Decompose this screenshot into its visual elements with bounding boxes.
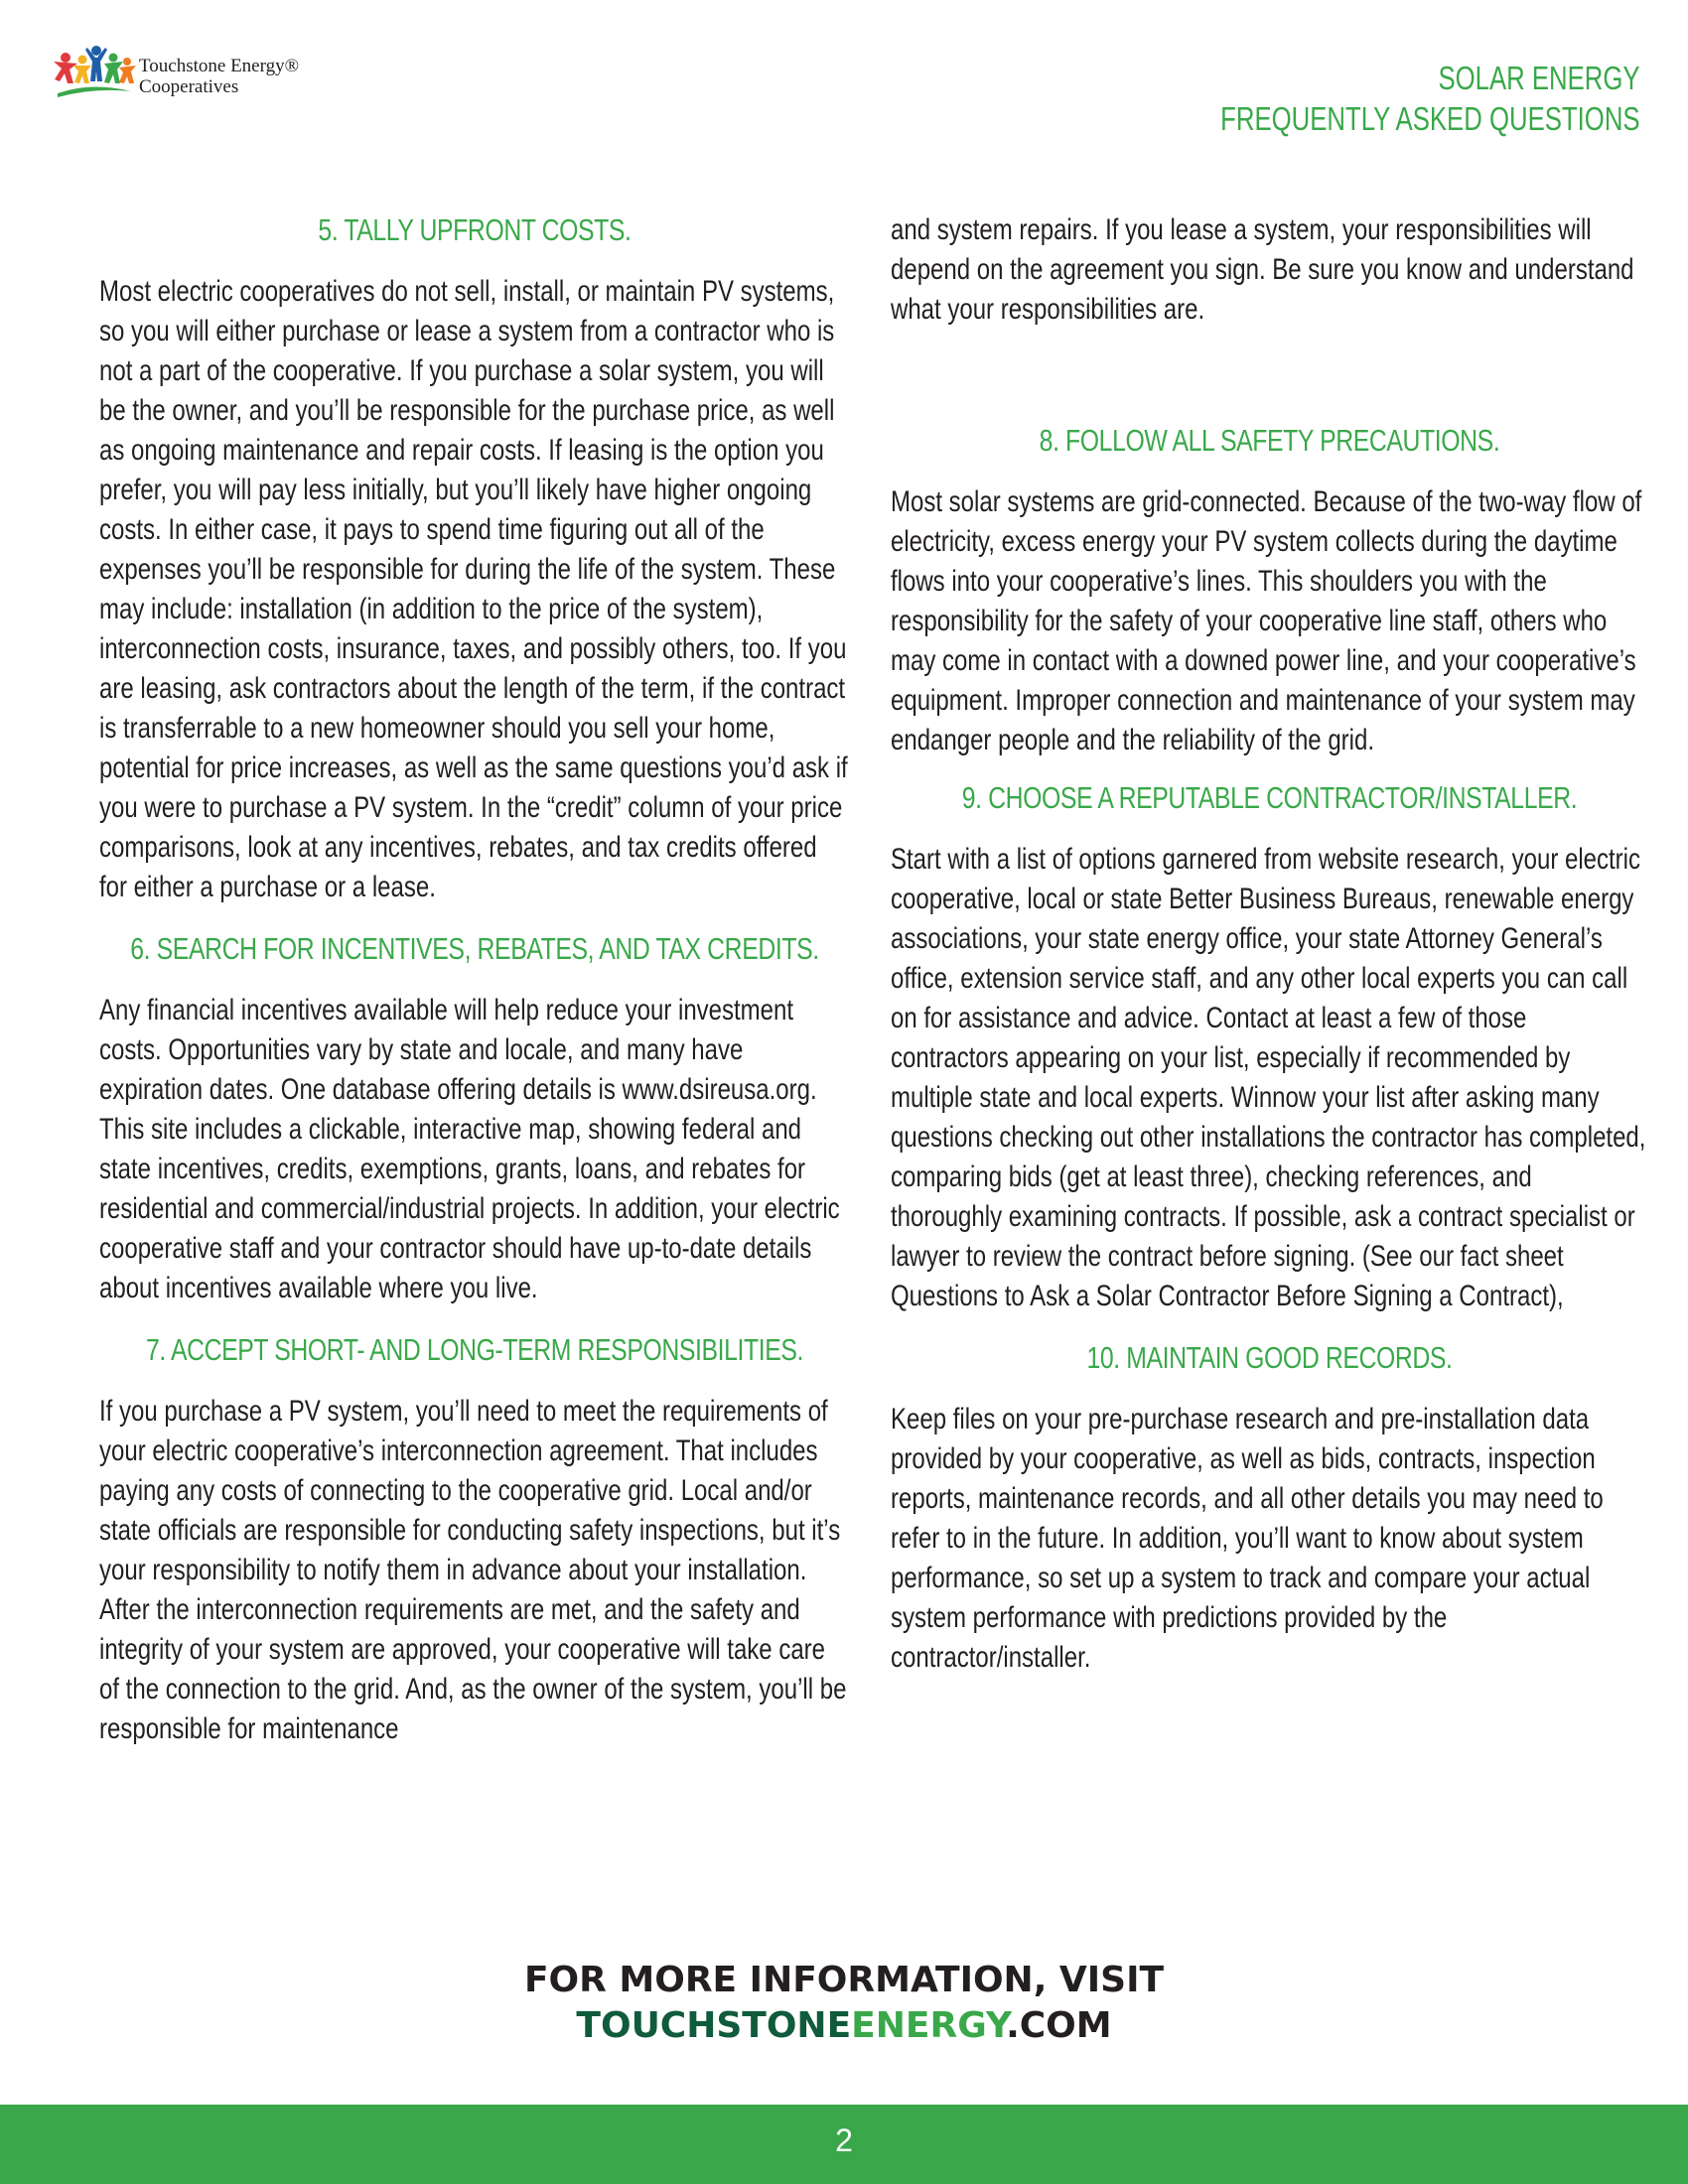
website-part-touchstone: TOUCHSTONE (576, 2005, 852, 2046)
section-7-continuation: and system repairs. If you lease a system, your responsibilities will depend on the agreement you sign. Be sure you know and understand what your responsibilities are. (891, 213, 1634, 326)
section-9-body: Start with a list of options garnered from website research, your electric cooperative, local or state Better Business Bureaus, renewable energy associations, your state energy office, your state Attorney General’s office, extension service staff, and any other local experts you can call on for assistance and advice. Contact at least a few of those contractors appearing on your list, especially if recommended by multiple state and local experts. Winnow your list after asking many questions checking out other installations the contractor has completed, comparing bids (get at least three), checking references, and thoroughly examining contracts. If possible, ask a contract specialist or lawyer to review the contract before signing. (See our fact sheet Questions to Ask a Solar Contractor Before Signing a Contract), (891, 843, 1646, 1312)
touchstone-people-icon (52, 44, 137, 103)
logo-line-1: Touchstone Energy® (139, 56, 300, 76)
logo-wordmark (139, 56, 299, 97)
footer-website-link[interactable] (0, 2003, 1688, 2049)
website-part-energy: ENERGY (851, 2005, 1007, 2046)
title-line-2: FREQUENTLY ASKED QUESTIONS (1220, 100, 1640, 137)
section-9-heading: 9. CHOOSE A REPUTABLE CONTRACTOR/INSTALLER. (961, 780, 1578, 815)
footer-cta-line-1: FOR MORE INFORMATION, VISIT (523, 1960, 1165, 2000)
title-line-1: SOLAR ENERGY (1438, 60, 1640, 96)
section-5-heading: 5. TALLY UPFRONT COSTS. (318, 212, 632, 247)
right-column-content (891, 210, 1648, 1678)
section-10-heading: 10. MAINTAIN GOOD RECORDS. (1086, 1340, 1453, 1375)
document-title (1221, 58, 1640, 139)
footer-cta (0, 1958, 1688, 2049)
section-7-body: If you purchase a PV system, you’ll need to meet the requirements of your electric cooperative’s interconnection agreement. That includes paying any costs of connecting to the cooperative grid. Local and/or state officials are responsible for conducting safety inspections, but it’s your responsibility to notify them in advance about your installation. After the interconnection requirements are met, and the safety and integrity of your system are approved, your cooperative will take care of the connection to the grid. And, as the owner of the system, you’ll be responsible for maintenance (99, 1395, 847, 1745)
logo (52, 44, 350, 113)
website-part-com: .COM (1006, 2005, 1112, 2046)
section-6-heading: 6. SEARCH FOR INCENTIVES, REBATES, AND TAX CREDITS. (130, 931, 819, 966)
section-8-body: Most solar systems are grid-connected. Because of the two-way flow of electricity, excess energy your PV system collects during the daytime flows into your cooperative’s lines. This shoulders you with the responsibility for the safety of your cooperative line staff, others who may come in contact with a downed power line, and your cooperative’s equipment. Improper connection and maintenance of your system may endanger people and the reliability of the grid. (891, 485, 1642, 756)
page-number: 2 (835, 2122, 853, 2158)
section-5-body: Most electric cooperatives do not sell, install, or maintain PV systems, so you will either purchase or lease a system from a contractor who is not a part of the cooperative. If you purchase a solar system, you will be the owner, and you’ll be responsible for the purchase price, as well as ongoing maintenance and repair costs. If leasing is the option you prefer, you will pay less initially, but you’ll likely have higher ongoing costs. In either case, it pays to spend time figuring out all of the expenses you’ll be responsible for during the life of the system. These may include: installation (in addition to the price of the system), interconnection costs, insurance, taxes, and possibly others, too. If you are leasing, ask contractors about the length of the term, if the contract is transferrable to a new homeowner should you sell your home, potential for price increases, as well as the same questions you’d ask if you were to purchase a PV system. In the “credit” column of your price comparisons, look at any incentives, rebates, and tax credits offered for either a purchase or a lease. (99, 275, 848, 903)
section-8-heading: 8. FOLLOW ALL SAFETY PRECAUTIONS. (1039, 423, 1500, 458)
left-column (99, 210, 850, 1749)
section-7-heading: 7. ACCEPT SHORT- AND LONG-TERM RESPONSIBILITIES. (145, 1332, 804, 1367)
logo-line-2: Cooperatives (139, 76, 239, 97)
left-column-content (99, 210, 850, 1749)
section-10-body: Keep files on your pre-purchase research and pre-installation data provided by your cooperative, as well as bids, contracts, inspection reports, maintenance records, and all other details you may need to refer to in the future. In addition, you’ll want to know about system performance, so set up a system to track and compare your actual system performance with predictions provided by the contractor/installer. (891, 1403, 1604, 1674)
right-column (891, 210, 1648, 1678)
section-6-body: Any financial incentives available will help reduce your investment costs. Opportunities vary by state and locale, and many have expiration dates. One database offering details is www.dsireusa.org. This site includes a clickable, interactive map, showing federal and state incentives, credits, exemptions, grants, loans, and rebates for residential and commercial/industrial projects. In addition, your electric cooperative staff and your contractor should have up-to-date details about incentives available where you live. (99, 994, 840, 1304)
